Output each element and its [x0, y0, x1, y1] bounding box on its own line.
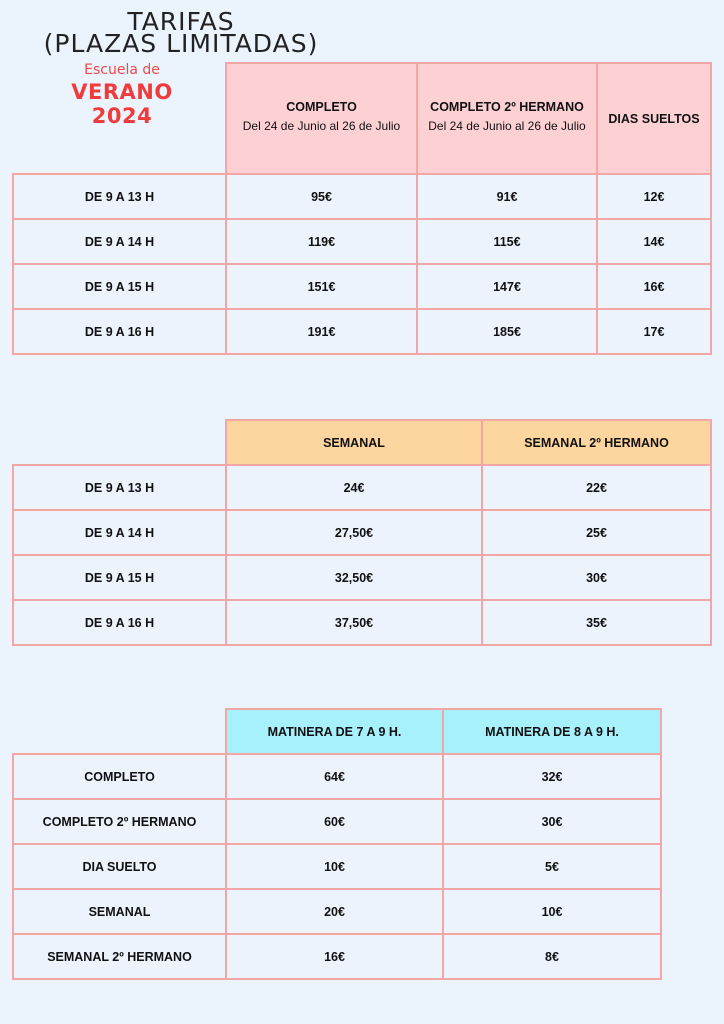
table-row [13, 600, 711, 645]
price-cell: 35€ [482, 600, 711, 645]
table-row [13, 309, 711, 354]
price-cell: 22€ [482, 465, 711, 510]
price-cell: 16€ [226, 934, 443, 979]
header-label: DIAS SUELTOS [608, 111, 700, 126]
tariff-table-matinera [12, 708, 662, 980]
column-header-semanal-2-hermano: SEMANAL 2º HERMANO [482, 420, 711, 465]
price-cell: 191€ [226, 309, 417, 354]
price-cell: 8€ [443, 934, 661, 979]
row-label: SEMANAL 2º HERMANO [13, 934, 226, 979]
price-cell: 185€ [417, 309, 597, 354]
table-row [13, 219, 711, 264]
price-cell: 151€ [226, 264, 417, 309]
logo-escuela-text: Escuela de [84, 62, 160, 78]
row-label: DE 9 A 13 H [13, 465, 226, 510]
price-cell: 64€ [226, 754, 443, 799]
tariff-table-weekly [12, 419, 712, 646]
price-cell: 10€ [226, 844, 443, 889]
table-row [13, 264, 711, 309]
page-title: TARIFAS [127, 7, 235, 36]
price-cell: 95€ [226, 174, 417, 219]
column-header-semanal: SEMANAL [226, 420, 482, 465]
row-label: COMPLETO [13, 754, 226, 799]
table-corner [13, 420, 226, 465]
row-label: DE 9 A 16 H [13, 309, 226, 354]
price-cell: 32€ [443, 754, 661, 799]
price-cell: 32,50€ [226, 555, 482, 600]
table-row [13, 844, 661, 889]
row-label: DE 9 A 13 H [13, 174, 226, 219]
price-cell: 16€ [597, 264, 711, 309]
table-row [13, 934, 661, 979]
row-label: DE 9 A 15 H [13, 264, 226, 309]
price-cell: 147€ [417, 264, 597, 309]
price-cell: 25€ [482, 510, 711, 555]
price-cell: 20€ [226, 889, 443, 934]
price-cell: 37,50€ [226, 600, 482, 645]
price-cell: 119€ [226, 219, 417, 264]
price-cell: 24€ [226, 465, 482, 510]
table-row [13, 465, 711, 510]
table-row [13, 754, 661, 799]
table-corner [13, 63, 226, 174]
price-cell: 12€ [597, 174, 711, 219]
row-label: DE 9 A 15 H [13, 555, 226, 600]
header-dates: Del 24 de Junio al 26 de Julio [242, 119, 401, 133]
column-header-completo-2-hermano [417, 63, 597, 174]
row-label: DE 9 A 14 H [13, 219, 226, 264]
table-row [13, 889, 661, 934]
column-header-matinera-8-9: MATINERA DE 8 A 9 H. [443, 709, 661, 754]
page-subtitle: (PLAZAS LIMITADAS) [43, 29, 319, 58]
header-label: COMPLETO 2º HERMANO [430, 100, 584, 114]
price-cell: 91€ [417, 174, 597, 219]
table-row [13, 174, 711, 219]
price-cell: 30€ [443, 799, 661, 844]
column-header-dias-sueltos [597, 63, 711, 174]
price-cell: 14€ [597, 219, 711, 264]
header-label: COMPLETO [286, 100, 357, 114]
logo-verano-text: VERANO 2024 [71, 80, 173, 128]
price-cell: 10€ [443, 889, 661, 934]
table-row [13, 555, 711, 600]
price-cell: 5€ [443, 844, 661, 889]
column-header-completo [226, 63, 417, 174]
row-label: COMPLETO 2º HERMANO [13, 799, 226, 844]
row-label: SEMANAL [13, 889, 226, 934]
price-cell: 60€ [226, 799, 443, 844]
table-row [13, 799, 661, 844]
price-cell: 115€ [417, 219, 597, 264]
header-dates: Del 24 de Junio al 26 de Julio [428, 119, 586, 133]
column-header-matinera-7-9: MATINERA DE 7 A 9 H. [226, 709, 443, 754]
price-cell: 17€ [597, 309, 711, 354]
table-corner [13, 709, 226, 754]
tariff-table-complete [12, 62, 712, 355]
row-label: DE 9 A 14 H [13, 510, 226, 555]
price-cell: 30€ [482, 555, 711, 600]
table-row [13, 510, 711, 555]
price-cell: 27,50€ [226, 510, 482, 555]
row-label: DE 9 A 16 H [13, 600, 226, 645]
row-label: DIA SUELTO [13, 844, 226, 889]
